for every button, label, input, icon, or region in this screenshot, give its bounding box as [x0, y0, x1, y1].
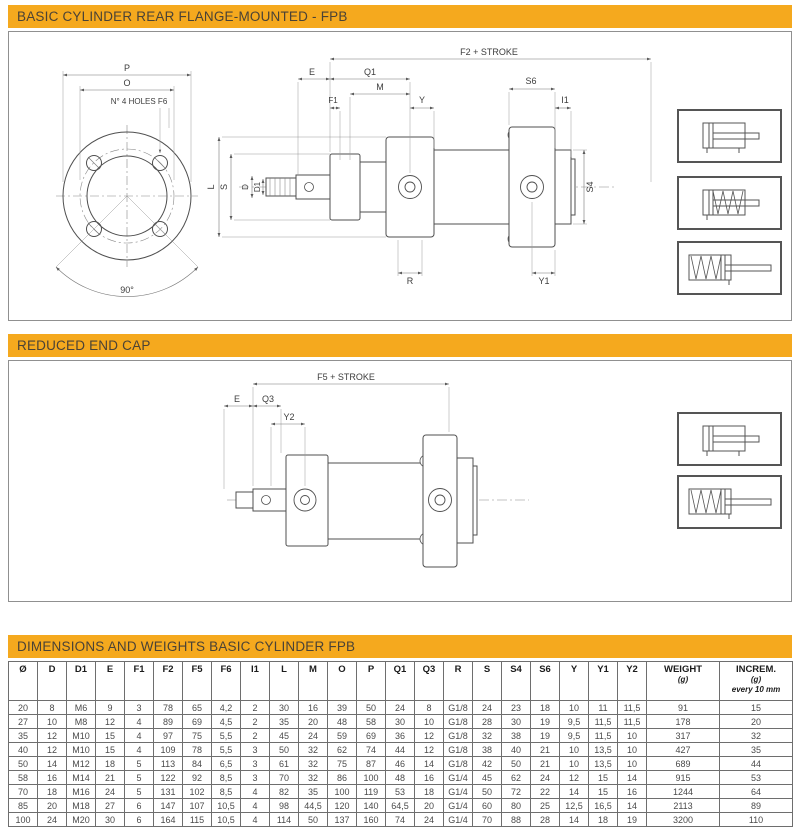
table-header-row	[9, 662, 793, 701]
table-cell: 11,5	[618, 701, 647, 715]
table-cell: 64	[720, 785, 793, 799]
table-cell: G1/4	[444, 799, 473, 813]
table-cell: 14	[560, 785, 589, 799]
symbol-double-acting-cylinder	[677, 109, 782, 163]
section-title-dimensions-weights: DIMENSIONS AND WEIGHTS BASIC CYLINDER FPB	[8, 635, 792, 658]
table-cell: G1/8	[444, 743, 473, 757]
table-cell: 10	[560, 757, 589, 771]
table-cell: 20	[299, 715, 328, 729]
dim-label-y1: Y1	[538, 276, 550, 286]
table-cell: G1/8	[444, 701, 473, 715]
table-cell: 88	[502, 813, 531, 827]
table-cell: M18	[67, 799, 96, 813]
table-cell: 15	[720, 701, 793, 715]
table-cell: 14	[618, 799, 647, 813]
column-header: S	[473, 662, 502, 701]
column-header: S6	[531, 662, 560, 701]
table-cell: 915	[647, 771, 720, 785]
table-cell: 6,5	[212, 757, 241, 771]
table-cell: 5	[125, 785, 154, 799]
table-cell: 119	[357, 785, 386, 799]
spring-extended-cylinder-icon	[679, 477, 780, 527]
table-cell: 58	[357, 715, 386, 729]
table-cell: 10	[618, 757, 647, 771]
table-cell: 24	[386, 701, 415, 715]
table-cell: 115	[183, 813, 212, 827]
table-row	[9, 701, 793, 715]
table-cell: 20	[415, 799, 444, 813]
increm-column-header: INCREM. (g) every 10 mm	[720, 662, 793, 701]
table-cell: M20	[67, 813, 96, 827]
column-header: Y1	[589, 662, 618, 701]
table-cell: 6	[125, 813, 154, 827]
table-cell: 16	[38, 771, 67, 785]
table-cell: 160	[357, 813, 386, 827]
table-cell: M16	[67, 785, 96, 799]
table-cell: 30	[502, 715, 531, 729]
table-cell: 65	[183, 701, 212, 715]
table-cell: 44	[720, 757, 793, 771]
table-cell: 2	[241, 729, 270, 743]
table-cell: 2113	[647, 799, 720, 813]
column-header: F6	[212, 662, 241, 701]
dim-label-m: M	[376, 82, 384, 92]
table-cell: 100	[357, 771, 386, 785]
table-cell: 80	[502, 799, 531, 813]
table-cell: M10	[67, 729, 96, 743]
table-cell: 13,5	[589, 743, 618, 757]
table-cell: 24	[415, 813, 444, 827]
double-acting-cylinder-icon	[679, 414, 780, 464]
table-cell: 100	[328, 785, 357, 799]
table-cell: 74	[386, 813, 415, 827]
column-header: F2	[154, 662, 183, 701]
table-cell: 18	[38, 785, 67, 799]
table-cell: 69	[357, 729, 386, 743]
table-row	[9, 743, 793, 757]
table-cell: 4	[241, 799, 270, 813]
table-cell: 92	[183, 771, 212, 785]
spring-extended-cylinder-icon	[679, 243, 780, 293]
table-body	[9, 701, 793, 827]
dim-label-angle: 90°	[120, 285, 134, 295]
table-cell: 22	[531, 785, 560, 799]
reduced-end-cap-drawing-panel	[8, 360, 792, 602]
table-cell: 1244	[647, 785, 720, 799]
table-cell: 18	[96, 757, 125, 771]
table-cell: 70	[270, 771, 299, 785]
dim-label-o: O	[123, 78, 131, 88]
table-cell: 39	[328, 701, 357, 715]
table-cell: 74	[357, 743, 386, 757]
table-cell: 28	[473, 715, 502, 729]
table-cell: 11,5	[618, 715, 647, 729]
table-cell: 11,5	[589, 715, 618, 729]
table-cell: 3	[241, 757, 270, 771]
table-cell: 24	[96, 785, 125, 799]
table-cell: 4	[125, 743, 154, 757]
table-cell: 110	[720, 813, 793, 827]
table-cell: 23	[502, 701, 531, 715]
cylinder-side-view	[239, 127, 614, 247]
section-title-basic-cylinder: BASIC CYLINDER REAR FLANGE-MOUNTED - FPB	[8, 5, 792, 28]
table-cell: 4	[125, 715, 154, 729]
table-cell: 50	[357, 701, 386, 715]
table-cell: 62	[328, 743, 357, 757]
table-cell: 689	[647, 757, 720, 771]
table-cell: 5	[125, 771, 154, 785]
table-cell: 14	[560, 813, 589, 827]
table-cell: 100	[9, 813, 38, 827]
table-cell: 64,5	[386, 799, 415, 813]
table-cell: G1/4	[444, 813, 473, 827]
dim-label-f2-stroke: F2 + STROKE	[460, 47, 518, 57]
dim-label-s4: S4	[585, 181, 595, 193]
dim-label-holes: N° 4 HOLES F6	[110, 97, 168, 106]
table-cell: 24	[473, 701, 502, 715]
table-cell: 5,5	[212, 743, 241, 757]
table-cell: 30	[96, 813, 125, 827]
table-cell: 32	[299, 757, 328, 771]
dim-label-q1: Q1	[363, 67, 377, 77]
column-header: S4	[502, 662, 531, 701]
table-cell: 317	[647, 729, 720, 743]
table-cell: 62	[502, 771, 531, 785]
table-cell: 91	[647, 701, 720, 715]
table-cell: 32	[720, 729, 793, 743]
table-cell: 28	[531, 813, 560, 827]
table-cell: 8	[415, 701, 444, 715]
table-cell: 40	[502, 743, 531, 757]
table-cell: 70	[473, 813, 502, 827]
table-cell: 19	[618, 813, 647, 827]
table-cell: 50	[9, 757, 38, 771]
column-header: O	[328, 662, 357, 701]
column-header: D1	[67, 662, 96, 701]
table-cell: G1/4	[444, 771, 473, 785]
dim-label-q3: Q3	[261, 394, 275, 404]
dim-label-y2: Y2	[283, 412, 295, 422]
table-cell: 5,5	[212, 729, 241, 743]
section-title-reduced-end-cap: REDUCED END CAP	[8, 334, 792, 357]
column-header: P	[357, 662, 386, 701]
table-cell: 48	[328, 715, 357, 729]
table-cell: 2	[241, 701, 270, 715]
table-cell: 48	[386, 771, 415, 785]
table-cell: 3	[125, 701, 154, 715]
table-cell: 75	[183, 729, 212, 743]
table-cell: 24	[38, 813, 67, 827]
table-cell: 15	[96, 743, 125, 757]
table-row	[9, 813, 793, 827]
table-cell: 24	[299, 729, 328, 743]
table-cell: 20	[9, 701, 38, 715]
table-cell: 120	[328, 799, 357, 813]
reduced-end-cap-technical-drawing	[9, 361, 791, 601]
table-cell: M10	[67, 743, 96, 757]
table-cell: 14	[415, 757, 444, 771]
table-cell: 60	[473, 799, 502, 813]
table-cell: 53	[386, 785, 415, 799]
column-header: Y2	[618, 662, 647, 701]
weight-column-header: WEIGHT (g)	[647, 662, 720, 701]
table-cell: 102	[183, 785, 212, 799]
table-cell: 50	[502, 757, 531, 771]
table-cell: 6	[125, 799, 154, 813]
table-cell: 12	[96, 715, 125, 729]
table-cell: 4,5	[212, 715, 241, 729]
table-cell: 12	[560, 771, 589, 785]
table-cell: M14	[67, 771, 96, 785]
table-cell: 8	[38, 701, 67, 715]
table-cell: 131	[154, 785, 183, 799]
table-row	[9, 729, 793, 743]
table-cell: 32	[299, 771, 328, 785]
table-cell: 35	[720, 743, 793, 757]
table-cell: 38	[473, 743, 502, 757]
table-cell: 21	[96, 771, 125, 785]
table-cell: 16,5	[589, 799, 618, 813]
table-cell: 50	[270, 743, 299, 757]
table-cell: 107	[183, 799, 212, 813]
table-cell: 18	[589, 813, 618, 827]
table-cell: 13,5	[589, 757, 618, 771]
table-cell: 78	[183, 743, 212, 757]
table-cell: 3	[241, 771, 270, 785]
table-cell: 18	[415, 785, 444, 799]
table-cell: 72	[502, 785, 531, 799]
table-cell: 89	[720, 799, 793, 813]
symbol-spring-extended-cylinder	[677, 475, 782, 529]
table-cell: 10	[415, 715, 444, 729]
table-cell: G1/4	[444, 785, 473, 799]
table-cell: M12	[67, 757, 96, 771]
table-row	[9, 715, 793, 729]
table-cell: 27	[9, 715, 38, 729]
table-cell: 15	[589, 771, 618, 785]
table-cell: 50	[299, 813, 328, 827]
table-cell: G1/8	[444, 729, 473, 743]
dim-label-d1: D1	[253, 181, 262, 193]
table-cell: 10	[560, 743, 589, 757]
double-acting-cylinder-icon	[679, 111, 780, 161]
table-cell: 82	[270, 785, 299, 799]
table-cell: 10	[38, 715, 67, 729]
table-cell: 70	[9, 785, 38, 799]
table-cell: 30	[270, 701, 299, 715]
table-cell: 32	[473, 729, 502, 743]
table-cell: 114	[270, 813, 299, 827]
dim-label-l: L	[206, 184, 216, 190]
table-cell: 59	[328, 729, 357, 743]
table-cell: 19	[531, 729, 560, 743]
table-cell: G1/8	[444, 757, 473, 771]
spring-return-cylinder-icon	[679, 178, 780, 228]
symbol-double-acting-cylinder	[677, 412, 782, 466]
table-cell: 12	[415, 729, 444, 743]
table-cell: 78	[154, 701, 183, 715]
column-header: Q1	[386, 662, 415, 701]
dim-label-s: S	[219, 183, 229, 191]
table-row	[9, 757, 793, 771]
column-header: Q3	[415, 662, 444, 701]
table-cell: 50	[473, 785, 502, 799]
table-cell: 3200	[647, 813, 720, 827]
table-row	[9, 785, 793, 799]
table-cell: 42	[473, 757, 502, 771]
table-cell: 12	[415, 743, 444, 757]
table-cell: 113	[154, 757, 183, 771]
table-cell: 12	[38, 743, 67, 757]
dim-label-r: R	[406, 276, 414, 286]
table-cell: 5	[125, 757, 154, 771]
column-header: E	[96, 662, 125, 701]
table-cell: 16	[299, 701, 328, 715]
table-cell: 21	[531, 757, 560, 771]
table-cell: 147	[154, 799, 183, 813]
table-cell: 10,5	[212, 813, 241, 827]
table-cell: 14	[38, 757, 67, 771]
table-cell: 27	[96, 799, 125, 813]
column-header: F5	[183, 662, 212, 701]
column-header: R	[444, 662, 473, 701]
table-cell: 4,2	[212, 701, 241, 715]
table-cell: 9,5	[560, 729, 589, 743]
table-cell: 32	[299, 743, 328, 757]
table-cell: 44,5	[299, 799, 328, 813]
table-cell: 45	[270, 729, 299, 743]
table-cell: 20	[720, 715, 793, 729]
table-cell: 35	[299, 785, 328, 799]
dim-label-f5-stroke: F5 + STROKE	[317, 372, 375, 382]
table-cell: 16	[415, 771, 444, 785]
table-cell: 21	[531, 743, 560, 757]
table-cell: 4	[125, 729, 154, 743]
table-cell: 10	[618, 729, 647, 743]
table-cell: 4	[241, 785, 270, 799]
table-cell: 35	[9, 729, 38, 743]
table-cell: 109	[154, 743, 183, 757]
table-cell: 178	[647, 715, 720, 729]
dim-label-d: D	[241, 184, 250, 190]
table-cell: 427	[647, 743, 720, 757]
table-cell: 25	[531, 799, 560, 813]
table-cell: 9	[96, 701, 125, 715]
table-cell: 137	[328, 813, 357, 827]
table-cell: 61	[270, 757, 299, 771]
table-cell: 15	[96, 729, 125, 743]
table-cell: 10	[560, 701, 589, 715]
table-cell: 3	[241, 743, 270, 757]
symbol-spring-return-cylinder	[677, 176, 782, 230]
column-header: I1	[241, 662, 270, 701]
table-row	[9, 771, 793, 785]
dim-label-i1: I1	[561, 95, 569, 105]
dim-label-e2: E	[233, 394, 241, 404]
column-header: D	[38, 662, 67, 701]
table-cell: 2	[241, 715, 270, 729]
table-cell: 15	[589, 785, 618, 799]
table-cell: 53	[720, 771, 793, 785]
table-cell: 58	[9, 771, 38, 785]
table-cell: 97	[154, 729, 183, 743]
table-cell: 87	[357, 757, 386, 771]
table-cell: 35	[270, 715, 299, 729]
table-row	[9, 799, 793, 813]
table-cell: 11	[589, 701, 618, 715]
table-cell: 9,5	[560, 715, 589, 729]
table-cell: 84	[183, 757, 212, 771]
dim-label-y: Y	[418, 95, 426, 105]
table-cell: 4	[241, 813, 270, 827]
table-cell: 18	[531, 701, 560, 715]
column-header: L	[270, 662, 299, 701]
column-header: M	[299, 662, 328, 701]
table-cell: M8	[67, 715, 96, 729]
table-cell: 10	[618, 743, 647, 757]
table-cell: 44	[386, 743, 415, 757]
table-cell: 14	[618, 771, 647, 785]
dim-label-p: P	[123, 63, 131, 73]
table-cell: 75	[328, 757, 357, 771]
dim-label-f1: F1	[328, 96, 338, 105]
table-cell: 30	[386, 715, 415, 729]
symbol-spring-extended-cylinder	[677, 241, 782, 295]
table-cell: 8,5	[212, 785, 241, 799]
table-cell: 122	[154, 771, 183, 785]
dim-label-e: E	[308, 67, 316, 77]
table-cell: 46	[386, 757, 415, 771]
table-cell: M6	[67, 701, 96, 715]
table-cell: 85	[9, 799, 38, 813]
table-cell: 86	[328, 771, 357, 785]
table-cell: 36	[386, 729, 415, 743]
column-header: Ø	[9, 662, 38, 701]
dimensions-weights-table	[8, 661, 793, 827]
column-header: Y	[560, 662, 589, 701]
table-cell: 12,5	[560, 799, 589, 813]
table-cell: 10,5	[212, 799, 241, 813]
table-cell: 20	[38, 799, 67, 813]
table-cell: 19	[531, 715, 560, 729]
table-cell: 45	[473, 771, 502, 785]
table-cell: 8,5	[212, 771, 241, 785]
table-cell: 164	[154, 813, 183, 827]
table-cell: 40	[9, 743, 38, 757]
table-cell: 11,5	[589, 729, 618, 743]
table-cell: G1/8	[444, 715, 473, 729]
basic-cylinder-technical-drawing	[9, 32, 791, 320]
table-cell: 24	[531, 771, 560, 785]
table-cell: 38	[502, 729, 531, 743]
dim-label-s6: S6	[525, 76, 537, 86]
basic-cylinder-drawing-panel	[8, 31, 792, 321]
table-cell: 98	[270, 799, 299, 813]
table-cell: 16	[618, 785, 647, 799]
table-cell: 89	[154, 715, 183, 729]
column-header: F1	[125, 662, 154, 701]
table-cell: 12	[38, 729, 67, 743]
table-cell: 69	[183, 715, 212, 729]
table-cell: 140	[357, 799, 386, 813]
reduced-cylinder-side-view	[227, 435, 529, 567]
